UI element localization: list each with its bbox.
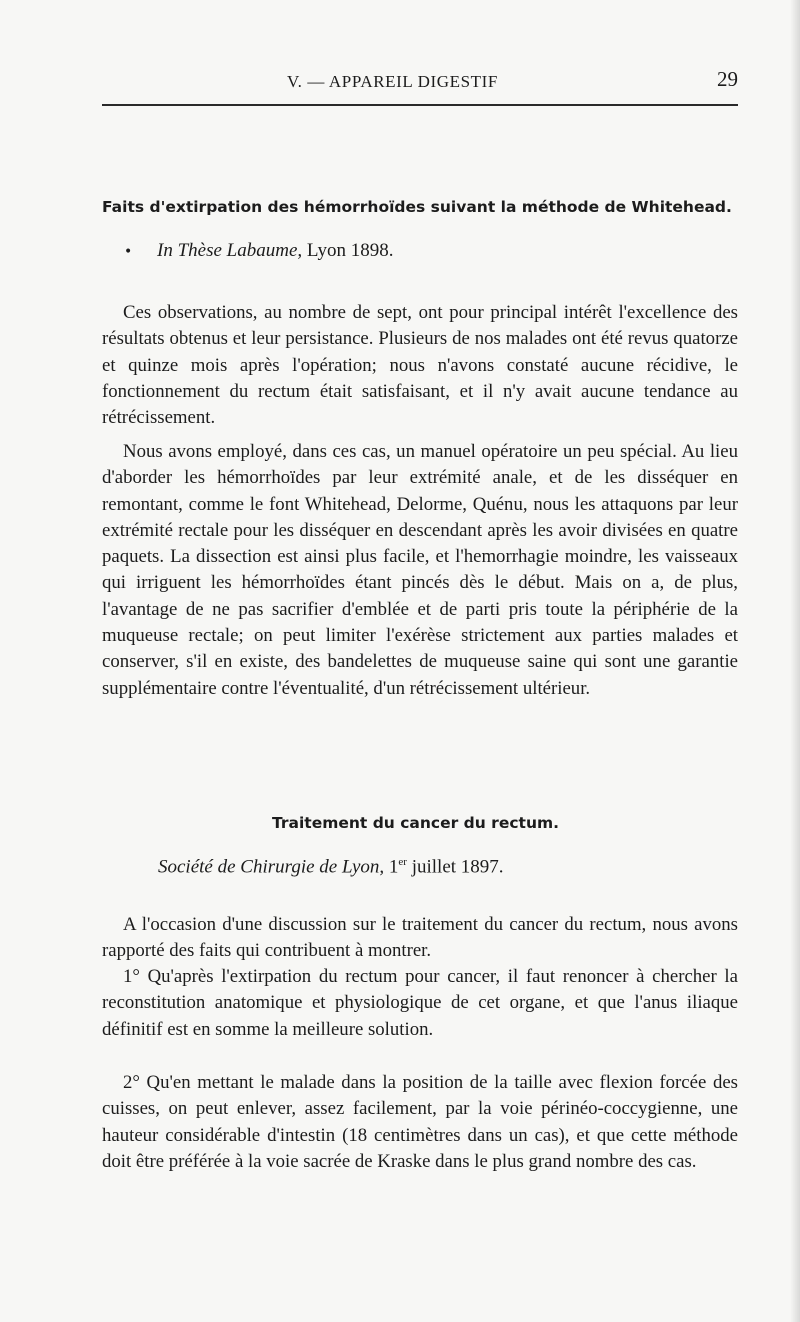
reference-month-year: juillet 1897. <box>406 856 504 878</box>
reference-day-suffix: er <box>398 856 407 868</box>
reference-source: Société de Chirurgie de Lyon, <box>158 856 385 878</box>
paragraph: Ces observations, au nombre de sept, ont pour principal intérêt l'excellence des résultats obtenus et leur persistance. Plusieurs de nos malades ont été revus quatorze et quinze mois après l'opération; nous n'avons constaté aucune récidive, le fonctionnement du rectum était satisfaisant, et il n'y avait aucune tendance au rétrécissement. <box>102 302 738 429</box>
header-rule <box>102 104 738 106</box>
section-heading-cancer-rectum: Traitement du cancer du rectum. <box>272 814 560 832</box>
section-heading-whitehead: Faits d'extirpation des hémorrhoïdes suivant la méthode de Whitehead. <box>102 198 732 216</box>
running-head <box>102 66 738 102</box>
paragraph: 2° Qu'en mettant le malade dans la position de la taille avec flexion forcée des cuisses, on peut enlever, assez facilement, par la voie périnéo-coccygienne, une hauteur considérable d'intestin (18 centimètres dans un cas), et que cette méthode doit être préférée à la voie sacrée de Kraske dans le plus grand nombre des cas. <box>102 1072 738 1172</box>
running-head-title: V. — APPAREIL DIGESTIF <box>287 72 498 91</box>
reference-source: In Thèse Labaume, <box>157 240 303 261</box>
reference-place-date: Lyon 1898. <box>302 240 394 261</box>
reference-these-labaume <box>157 240 393 262</box>
paragraph: Nous avons employé, dans ces cas, un manuel opératoire un peu spécial. Au lieu d'aborder les hémorrhoïdes par leur extrémité anale, et de les disséquer en remontant, comme le font Whitehead, Delorme, Quénu, nous les attaquons par leur extrémité rectale pour les disséquer en descendant après les avoir divisées en quatre paquets. La dissection est ainsi plus facile, et l'hemorrhagie moindre, les vaisseaux qui irriguent les hémorrhoïdes étant pincés dès le début. Mais on a, de plus, l'avantage de ne pas sacrifier d'emblée et de parti pris toute la périphérie de la muqueuse rectale; on peut limiter l'exérèse strictement aux parties malades et conserver, s'il en existe, des bandelettes de muqueuse saine qui sont une garantie supplémentaire contre l'éventualité, d'un rétrécissement ultérieur. <box>102 441 738 699</box>
reference-societe-chirurgie <box>158 856 504 878</box>
reference-day: 1 <box>384 856 399 878</box>
paragraph: 1° Qu'après l'extirpation du rectum pour cancer, il faut renoncer à chercher la reconstitution anatomique et physiologique de cet organe, et que l'anus iliaque définitif est en somme la meilleure solution. <box>102 966 738 1040</box>
paragraph: A l'occasion d'une discussion sur le traitement du cancer du rectum, nous avons rapporté des faits qui contribuent à montrer. <box>102 914 738 962</box>
page-number: 29 <box>717 67 738 91</box>
bullet-mark: • <box>124 244 133 260</box>
